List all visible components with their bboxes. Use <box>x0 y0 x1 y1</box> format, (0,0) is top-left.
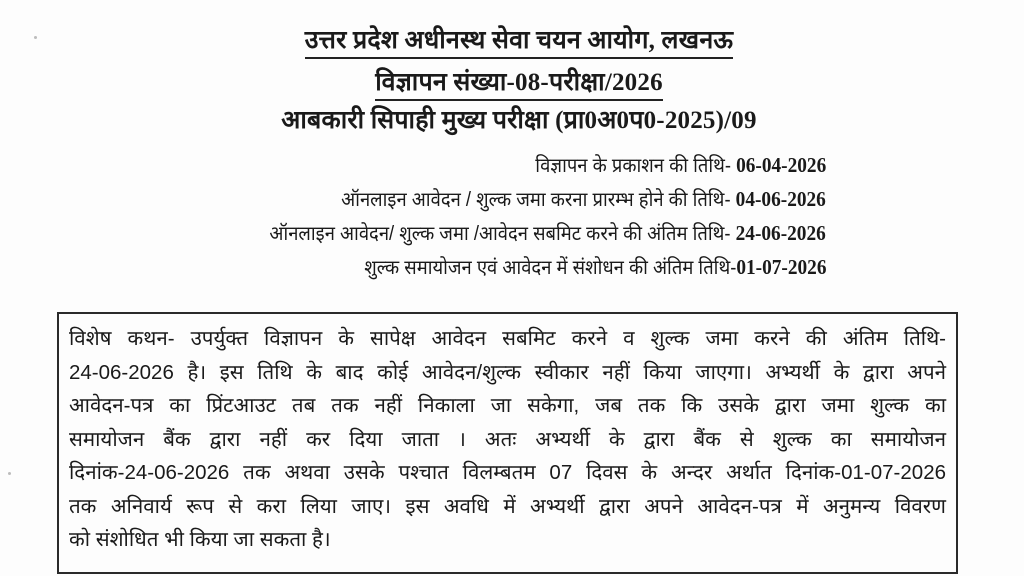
notice-line: दिनांक-24-06-2026 तक अथवा उसके पश्चात विलम्बतम 07 दिवस के अन्दर अर्थात दिनांक-01-07-2026 <box>69 461 946 484</box>
date-row-application-start <box>341 186 826 213</box>
date-value: 01-07-2026 <box>735 255 826 279</box>
date-label: शुल्क समायोजन एवं आवेदन में संशोधन की अंतिम तिथि- <box>363 257 736 279</box>
date-value: 24-06-2026 <box>735 221 826 245</box>
date-label: ऑनलाइन आवेदन / शुल्क जमा करना प्रारम्भ होने की तिथि- <box>341 189 736 211</box>
date-row-application-last <box>270 220 826 247</box>
notice-line: 24-06-2026 है। इस तिथि के बाद कोई आवेदन/शुल्क स्वीकार नहीं किया जाएगा। अभ्यर्थी के द्वारा अपने <box>69 360 946 384</box>
date-value: 04-06-2026 <box>735 187 826 211</box>
notice-line: विशेष कथन- उपर्युक्त विज्ञापन के सापेक्ष आवेदन सबमिट करने व शुल्क जमा करने की अंतिम तिथि- <box>69 327 946 350</box>
commission-title: उत्तर प्रदेश अधीनस्थ सेवा चयन आयोग, लखनऊ <box>7 26 1024 59</box>
notice-line: समायोजन बैंक द्वारा नहीं कर दिया जाता । अतः अभ्यर्थी के द्वारा बैंक से शुल्क का समायोजन <box>69 427 946 451</box>
advertisement-number: विज्ञापन संख्या-08-परीक्षा/2026 <box>7 68 1024 101</box>
notice-line: तक अनिवार्य रूप से करा लिया जाए। इस अवधि में अभ्यर्थी द्वारा अपने आवेदन-पत्र में अनुमन्य विवरण <box>69 494 946 518</box>
date-label: ऑनलाइन आवेदन/ शुल्क जमा /आवेदन सबमिट करने की अंतिम तिथि- <box>269 223 736 245</box>
date-row-publication <box>535 152 826 179</box>
exam-title: आबकारी सिपाही मुख्य परीक्षा (प्रा0अ0प0-2025)/09 <box>281 107 757 134</box>
notice-line: आवेदन-पत्र का प्रिंटआउट तब तक नहीं निकाला जा सकेगा, जब तक कि उसके द्वारा जमा शुल्क का <box>69 394 946 417</box>
special-notice-box <box>57 312 958 574</box>
date-label: विज्ञापन के प्रकाशन की तिथि- <box>535 155 736 177</box>
notice-line: को संशोधित भी किया जा सकता है। <box>69 528 331 551</box>
date-value: 06-04-2026 <box>735 153 826 177</box>
scan-speck <box>8 472 11 475</box>
date-row-fee-adjustment-last <box>364 254 826 281</box>
